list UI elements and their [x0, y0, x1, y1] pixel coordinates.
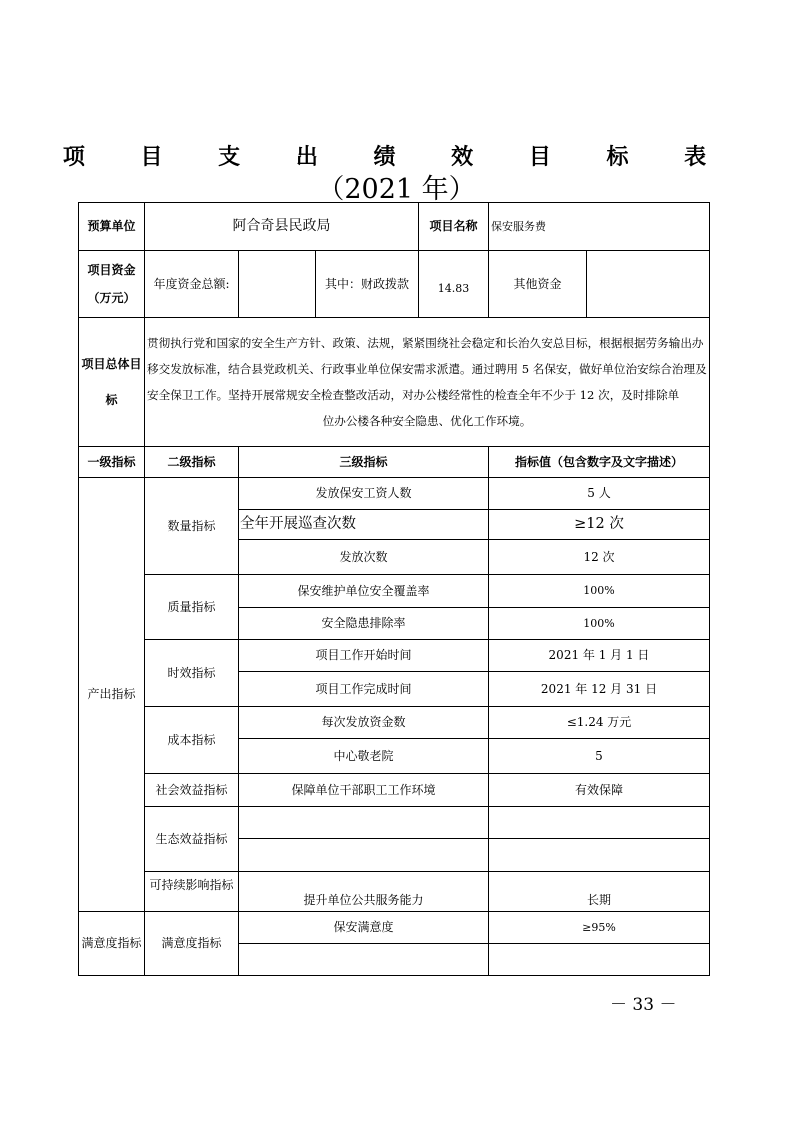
level1-satisfaction: 满意度指标 [79, 912, 145, 976]
other-funds-label: 其他资金 [489, 251, 587, 318]
level3-cell: 每次发放资金数 [239, 707, 489, 739]
level3-cell: 发放保安工资人数 [239, 478, 489, 510]
level3-cell: 项目工作开始时间 [239, 640, 489, 672]
table-row [79, 640, 710, 672]
value-cell: 12 次 [489, 540, 710, 575]
value-cell [489, 807, 710, 839]
overall-goal-text-main: 贯彻执行党和国家的安全生产方针、政策、法规，紧紧围绕社会稳定和长治久安总目标，根据根据劳务输出办移交发放标准，结合县党政机关、行政事业单位保安需求派遣。通过聘用 5 名保安，做好单位治安综合治理及安全保卫工作。坚持开展常规安全检查整改活动，对办公楼经常性的检查全年不少于 12 次，及时排除单 [147, 336, 707, 402]
indicator-header-row [79, 447, 710, 478]
table-row [79, 807, 710, 839]
funds-label-line-2: （万元） [87, 291, 136, 305]
level3-cell: 安全隐患排除率 [239, 608, 489, 640]
level2-quantity: 数量指标 [145, 478, 239, 575]
page-subtitle-year: （2021 年） [317, 174, 476, 205]
annual-total-value [239, 251, 316, 318]
table-row [79, 478, 710, 510]
fiscal-funds-value: 14.83 [419, 251, 489, 318]
value-cell: ≥95% [489, 912, 710, 944]
level2-sustainable: 可持续影响指标 [145, 872, 239, 912]
overall-goal-label [79, 318, 145, 447]
value-cell: ≤1.24 万元 [489, 707, 710, 739]
level3-cell: 提升单位公共服务能力 [239, 872, 489, 912]
level3-cell [239, 944, 489, 976]
value-cell: 有效保障 [489, 774, 710, 807]
value-cell: 5 人 [489, 478, 710, 510]
funds-row [79, 251, 710, 318]
value-cell [489, 839, 710, 872]
level3-cell: 保安维护单位安全覆盖率 [239, 575, 489, 608]
other-funds-value [587, 251, 710, 318]
overall-goal-label-line-1: 项目总体目 [81, 357, 142, 371]
page-number: － 33 － [610, 995, 677, 1015]
value-cell: 100% [489, 608, 710, 640]
funds-label [79, 251, 145, 318]
level2-social: 社会效益指标 [145, 774, 239, 807]
table-row [79, 774, 710, 807]
level2-cost: 成本指标 [145, 707, 239, 774]
budget-unit-value: 阿合奇县民政局 [145, 203, 419, 251]
level3-cell: 中心敬老院 [239, 739, 489, 774]
value-cell: ≥12 次 [489, 510, 710, 540]
value-cell [489, 944, 710, 976]
level2-satisfaction: 满意度指标 [145, 912, 239, 976]
page-title: 项 目 支 出 绩 效 目 标 表 [62, 145, 731, 170]
value-cell: 5 [489, 739, 710, 774]
table-row [79, 912, 710, 944]
level3-cell: 全年开展巡查次数 [239, 510, 489, 540]
overall-goal-label-line-2: 标 [105, 393, 118, 407]
header-level3: 三级指标 [239, 447, 489, 478]
level3-cell: 项目工作完成时间 [239, 672, 489, 707]
level3-cell: 发放次数 [239, 540, 489, 575]
project-name-label: 项目名称 [419, 203, 489, 251]
project-name-value: 保安服务费 [489, 203, 710, 251]
level2-timeliness: 时效指标 [145, 640, 239, 707]
header-level1: 一级指标 [79, 447, 145, 478]
overall-goal-text [145, 318, 710, 447]
performance-table [78, 202, 710, 976]
table-row [79, 872, 710, 912]
budget-unit-row [79, 203, 710, 251]
level1-output: 产出指标 [79, 478, 145, 912]
level3-cell [239, 839, 489, 872]
table-row [79, 707, 710, 739]
annual-total-label: 年度资金总额: [145, 251, 239, 318]
header-indicator-value: 指标值（包含数字及文字描述） [489, 447, 710, 478]
table-row [79, 575, 710, 608]
value-cell: 2021 年 12 月 31 日 [489, 672, 710, 707]
level2-ecological: 生态效益指标 [145, 807, 239, 872]
level2-quality: 质量指标 [145, 575, 239, 640]
level3-cell: 保安满意度 [239, 912, 489, 944]
budget-unit-label: 预算单位 [79, 203, 145, 251]
fiscal-funds-label: 其中：财政拨款 [316, 251, 419, 318]
value-cell: 100% [489, 575, 710, 608]
value-cell: 长期 [489, 872, 710, 912]
header-level2: 二级指标 [145, 447, 239, 478]
level3-cell: 保障单位干部职工工作环境 [239, 774, 489, 807]
overall-goal-text-last: 位办公楼各种安全隐患、优化工作环境。 [322, 414, 532, 428]
overall-goal-row [79, 318, 710, 447]
level3-cell [239, 807, 489, 839]
value-cell: 2021 年 1 月 1 日 [489, 640, 710, 672]
funds-label-line-1: 项目资金 [87, 263, 136, 277]
